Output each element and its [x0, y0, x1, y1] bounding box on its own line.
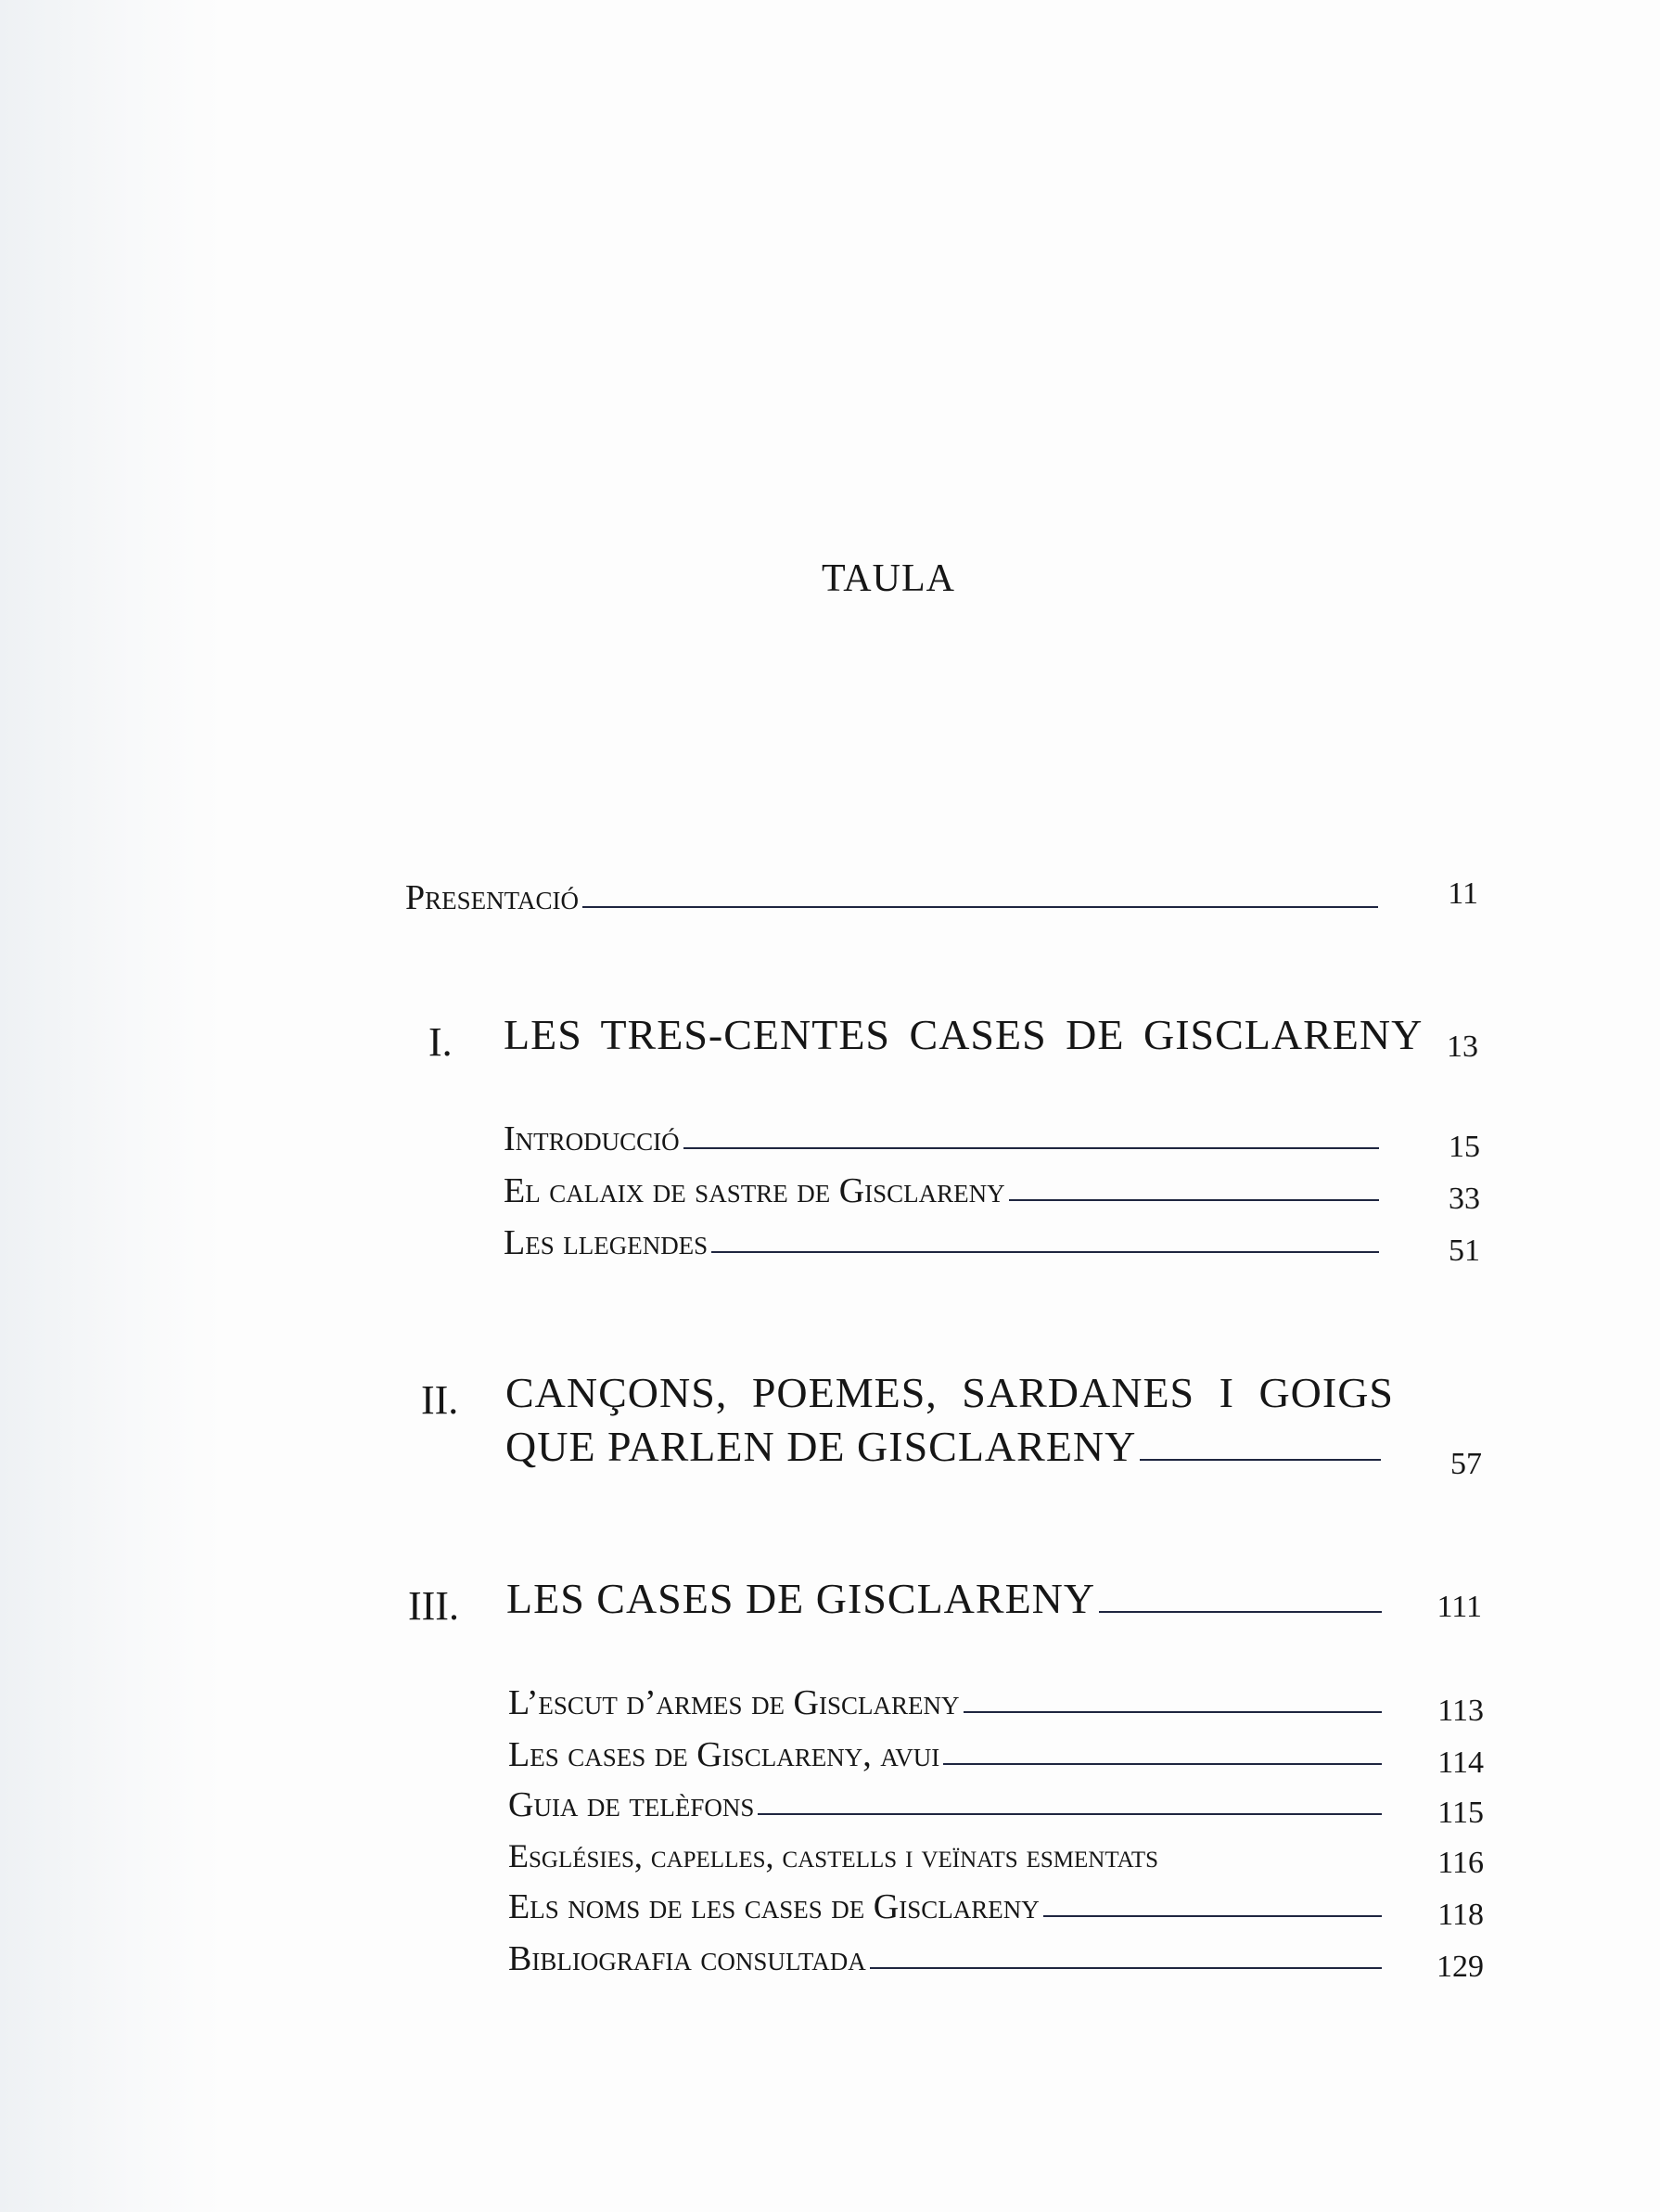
leader-line	[1043, 1915, 1382, 1917]
toc-entry-label: L’escut d’armes de Gisclareny	[508, 1683, 960, 1722]
toc-entry[interactable]	[508, 1729, 1387, 1775]
toc-entry[interactable]	[504, 1113, 1385, 1159]
toc-page-number: 13	[1447, 1029, 1478, 1064]
toc-section-1[interactable]	[504, 1011, 1424, 1059]
leader-line	[711, 1251, 1379, 1253]
toc-entry-label: Les cases de Gisclareny, avui	[508, 1735, 940, 1774]
leader-line	[943, 1763, 1382, 1765]
toc-entry[interactable]	[508, 1881, 1387, 1927]
toc-entry[interactable]	[508, 1779, 1387, 1825]
section-numeral: II.	[421, 1377, 459, 1423]
toc-entry-label: Els noms de les cases de Gisclareny	[508, 1887, 1040, 1926]
toc-entry-label: Esglésies, capelles, castells i veïnats esmentats	[508, 1837, 1159, 1874]
toc-page-number: 11	[1448, 876, 1478, 911]
toc-page-number: 115	[1437, 1796, 1484, 1830]
toc-page-number: 116	[1437, 1846, 1484, 1880]
toc-page-number: 15	[1449, 1130, 1480, 1164]
toc-entry-label: Guia de telèfons	[508, 1785, 755, 1824]
toc-section-2-line2[interactable]	[505, 1425, 1386, 1471]
section-title: CANÇONS, POEMES, SARDANES I GOIGS	[505, 1369, 1395, 1416]
leader-line	[1140, 1459, 1381, 1461]
leader-line	[683, 1147, 1379, 1149]
toc-page-number: 33	[1449, 1182, 1480, 1216]
toc-page-number: 111	[1437, 1590, 1482, 1624]
toc-entry[interactable]	[508, 1677, 1387, 1723]
section-title: LES TRES-CENTES CASES DE GISCLARENY	[504, 1011, 1424, 1058]
leader-line	[964, 1711, 1382, 1713]
leader-line	[1099, 1611, 1382, 1613]
toc-page-number: 129	[1437, 1950, 1484, 1984]
toc-page-number: 113	[1437, 1694, 1484, 1728]
toc-page-number: 51	[1449, 1234, 1480, 1268]
toc-entry-presentacio[interactable]	[405, 872, 1384, 918]
toc-entry-label: Introducció	[504, 1119, 680, 1158]
toc-section-2-line1[interactable]	[505, 1369, 1395, 1417]
leader-line	[582, 906, 1378, 908]
page-title: TAULA	[822, 557, 955, 600]
toc-section-3[interactable]	[506, 1577, 1387, 1623]
leader-line	[870, 1967, 1382, 1969]
toc-page-number: 57	[1450, 1447, 1482, 1481]
toc-entry[interactable]	[508, 1933, 1387, 1979]
section-title: LES CASES DE GISCLARENY	[506, 1575, 1096, 1622]
section-numeral: I.	[428, 1019, 453, 1065]
toc-page-number: 118	[1437, 1898, 1484, 1932]
toc-entry-label: Bibliografia consultada	[508, 1939, 866, 1978]
page-gutter-shadow	[0, 0, 223, 2212]
toc-entry-label: Les llegendes	[504, 1223, 709, 1262]
toc-entry[interactable]	[508, 1829, 1387, 1875]
section-title: QUE PARLEN DE GISCLARENY	[505, 1423, 1137, 1470]
section-numeral: III.	[408, 1583, 459, 1629]
toc-entry[interactable]	[504, 1217, 1385, 1263]
leader-line	[1009, 1199, 1379, 1201]
toc-entry-label: Presentació	[405, 878, 579, 917]
toc-entry[interactable]	[504, 1165, 1385, 1211]
toc-page-number: 114	[1437, 1745, 1484, 1780]
toc-entry-label: El calaix de sastre de Gisclareny	[504, 1171, 1005, 1210]
leader-line	[758, 1813, 1382, 1815]
